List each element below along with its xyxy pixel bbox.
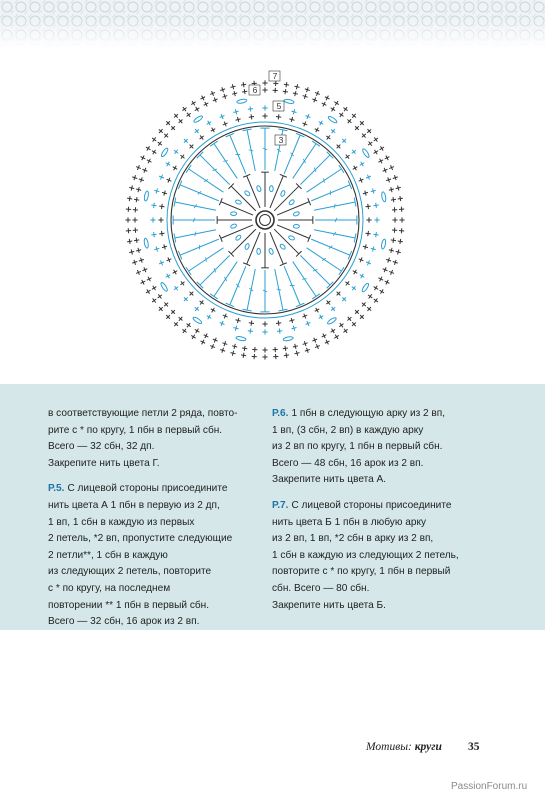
sc-cross bbox=[249, 117, 254, 118]
sc-cross bbox=[131, 185, 132, 190]
stitch-top bbox=[312, 294, 320, 299]
row-marker-label: 6 bbox=[252, 85, 258, 95]
text-line-content: 2 петли**, 1 сбн в каждую bbox=[48, 549, 168, 561]
sc-cross bbox=[242, 348, 247, 349]
text-line bbox=[272, 439, 492, 456]
sc-cross bbox=[248, 109, 253, 110]
text-line bbox=[272, 548, 492, 565]
stitch-top bbox=[339, 267, 344, 275]
chain-loop bbox=[235, 234, 242, 241]
sc-cross bbox=[156, 189, 157, 194]
row-heading: Р.7. bbox=[272, 499, 289, 511]
chain-arc bbox=[327, 115, 337, 124]
sc-cross bbox=[158, 294, 161, 298]
chain-arc bbox=[236, 336, 247, 342]
sc-cross bbox=[400, 196, 401, 201]
footer-section-prefix: Мотивы: bbox=[366, 741, 415, 753]
text-line-content: нить цвета А 1 пбн в первую из 2 дп, bbox=[48, 499, 220, 511]
chain-arc bbox=[327, 317, 337, 326]
running-footer-section bbox=[366, 741, 442, 753]
text-line bbox=[48, 498, 258, 515]
text-line bbox=[272, 498, 492, 515]
chart-symbols bbox=[125, 80, 404, 359]
text-line-content: из 2 вп по кругу, 1 пбн в первый сбн. bbox=[272, 441, 443, 453]
stitch-bar bbox=[195, 232, 196, 237]
text-line bbox=[48, 598, 258, 615]
sc-cross bbox=[369, 294, 372, 298]
row-heading: Р.5. bbox=[48, 483, 65, 495]
sc-cross bbox=[393, 238, 394, 243]
chain-loop bbox=[244, 190, 251, 197]
text-line bbox=[272, 456, 492, 473]
sc-cross bbox=[241, 84, 246, 85]
sc-cross bbox=[339, 113, 343, 116]
sc-cross bbox=[138, 187, 139, 192]
center-ring-inner bbox=[260, 215, 271, 226]
chain-arc bbox=[283, 336, 294, 341]
sc-cross bbox=[294, 86, 299, 87]
sc-cross bbox=[236, 320, 241, 321]
instruction-paragraph bbox=[272, 498, 492, 614]
text-line bbox=[272, 564, 492, 581]
decorative-header-pattern bbox=[0, 0, 545, 48]
sc-cross bbox=[291, 328, 296, 329]
text-line bbox=[272, 423, 492, 440]
chain-loop bbox=[288, 235, 295, 241]
stitch-bar bbox=[324, 178, 325, 183]
sc-cross bbox=[400, 239, 401, 244]
text-line bbox=[272, 515, 492, 532]
chain-loop bbox=[270, 186, 274, 192]
sc-cross bbox=[232, 346, 237, 347]
instruction-paragraph bbox=[48, 406, 258, 472]
sc-cross bbox=[156, 246, 157, 251]
chain-arc bbox=[361, 282, 370, 292]
right-text-column bbox=[272, 406, 492, 623]
sc-cross bbox=[293, 93, 298, 94]
sc-cross bbox=[232, 93, 237, 94]
sc-cross bbox=[365, 191, 366, 196]
chain-loop bbox=[279, 243, 286, 250]
chain-loop bbox=[235, 199, 242, 205]
sc-cross bbox=[138, 248, 139, 253]
sc-cross bbox=[241, 355, 246, 356]
text-line-content: Закрепите нить цвета А. bbox=[272, 474, 387, 486]
chain-arc bbox=[193, 115, 203, 124]
text-line-content: С лицевой стороны присоедините bbox=[67, 483, 228, 495]
chain-loop bbox=[288, 199, 295, 206]
left-text-column bbox=[48, 406, 258, 640]
chain-loop bbox=[280, 190, 286, 197]
sc-cross bbox=[136, 197, 137, 202]
text-line-content: Закрепите нить цвета Б. bbox=[272, 599, 386, 611]
chain-loop bbox=[230, 223, 237, 229]
footer-section-name: круги bbox=[414, 741, 442, 753]
stitch-bar bbox=[334, 204, 335, 209]
sc-cross bbox=[249, 323, 254, 324]
instructions-panel bbox=[0, 384, 545, 630]
chain-arc bbox=[237, 99, 248, 104]
sc-cross bbox=[376, 232, 377, 237]
text-line-content: 1 сбн в каждую из следующих 2 петель, bbox=[272, 549, 459, 561]
chain-arc bbox=[284, 99, 295, 105]
sc-cross bbox=[369, 141, 372, 145]
text-line-content: в соответствующие петли 2 ряда, повто- bbox=[48, 408, 238, 419]
sc-cross bbox=[234, 328, 239, 329]
sc-cross bbox=[236, 119, 241, 120]
text-line bbox=[48, 515, 258, 532]
sc-cross bbox=[284, 355, 289, 356]
text-line-content: 1 вп, (3 сбн, 2 вп) в каждую арку bbox=[272, 424, 424, 436]
sc-cross bbox=[153, 298, 156, 302]
sc-cross bbox=[368, 204, 369, 209]
stitch-top bbox=[339, 165, 344, 173]
sc-cross bbox=[131, 249, 132, 254]
sc-cross bbox=[164, 244, 165, 249]
sc-cross bbox=[373, 246, 374, 251]
instruction-paragraph bbox=[272, 406, 492, 489]
chain-arc bbox=[144, 238, 149, 249]
text-line-content: нить цвета Б 1 пбн в любую арку bbox=[272, 516, 427, 528]
row-marker-label: 7 bbox=[272, 71, 278, 81]
stitch-top bbox=[186, 267, 191, 275]
stitch-top bbox=[210, 141, 218, 146]
text-line bbox=[272, 531, 492, 548]
sc-cross bbox=[162, 204, 163, 209]
text-line bbox=[48, 439, 258, 456]
sc-cross bbox=[393, 197, 394, 202]
sc-cross bbox=[154, 203, 155, 208]
chain-arc bbox=[144, 191, 150, 202]
sc-cross bbox=[158, 141, 161, 145]
sc-cross bbox=[136, 238, 137, 243]
chain-loop bbox=[257, 248, 261, 254]
text-line bbox=[48, 581, 258, 598]
sc-cross bbox=[283, 348, 288, 349]
stitch-top bbox=[210, 294, 218, 299]
text-line bbox=[48, 548, 258, 565]
text-line-content: С лицевой стороны присоедините bbox=[291, 499, 452, 511]
sc-cross bbox=[376, 203, 377, 208]
text-line-content: Всего — 48 сбн, 16 арок из 2 вп. bbox=[272, 457, 424, 469]
sc-cross bbox=[277, 331, 282, 332]
sc-cross bbox=[291, 111, 296, 112]
sc-cross bbox=[283, 91, 288, 92]
sc-cross bbox=[398, 249, 399, 254]
sc-cross bbox=[343, 108, 347, 111]
sc-cross bbox=[289, 320, 294, 321]
chain-arc bbox=[192, 316, 202, 325]
sc-cross bbox=[294, 353, 299, 354]
text-line-content: сбн. Всего — 80 сбн. bbox=[272, 582, 370, 594]
text-line bbox=[272, 598, 492, 615]
text-line bbox=[48, 423, 258, 440]
stitch-bar bbox=[249, 150, 254, 151]
sc-cross bbox=[153, 137, 156, 141]
text-line-content: с * по кругу, на последнем bbox=[48, 582, 171, 594]
text-line bbox=[48, 531, 258, 548]
sc-cross bbox=[365, 244, 366, 249]
row-heading: Р.6. bbox=[272, 408, 289, 419]
chain-loop bbox=[256, 185, 262, 192]
chain-loop bbox=[231, 212, 237, 216]
stitch-bar bbox=[277, 289, 282, 290]
sc-cross bbox=[182, 108, 186, 111]
text-line-content: повторите с * по кругу, 1 пбн в первый bbox=[272, 566, 451, 578]
chain-arc bbox=[160, 147, 169, 157]
stitch-top bbox=[312, 141, 320, 146]
chain-arc bbox=[362, 148, 371, 158]
text-line-content: из следующих 2 петель, повторите bbox=[48, 566, 212, 578]
chain-loop bbox=[244, 243, 250, 250]
sc-cross bbox=[182, 329, 186, 332]
crochet-chart-diagram bbox=[123, 70, 408, 370]
text-line-content: из 2 вп, 1 вп, *2 сбн в арку из 2 вп, bbox=[272, 533, 434, 545]
sc-cross bbox=[374, 298, 377, 302]
text-line-content: 1 пбн в следующую арку из 2 вп, bbox=[291, 408, 446, 419]
stitch-top bbox=[186, 165, 191, 173]
chain-loop bbox=[293, 211, 300, 217]
text-line bbox=[272, 472, 492, 489]
chain-arc bbox=[381, 192, 386, 203]
watermark: PassionForum.ru bbox=[451, 781, 528, 792]
sc-cross bbox=[129, 239, 130, 244]
sc-cross bbox=[276, 117, 281, 118]
text-line-content: Всего — 32 сбн, 16 арок из 2 вп. bbox=[48, 616, 200, 628]
text-line bbox=[48, 481, 258, 498]
row-marker-label: 5 bbox=[276, 101, 282, 111]
chain-arc bbox=[160, 282, 169, 292]
sc-cross bbox=[162, 231, 163, 236]
stitch-bar bbox=[223, 161, 228, 162]
center-ring bbox=[256, 211, 274, 229]
sc-cross bbox=[248, 331, 253, 332]
sc-cross bbox=[186, 113, 190, 116]
text-line-content: Закрепите нить цвета Г. bbox=[48, 457, 160, 469]
sc-cross bbox=[373, 189, 374, 194]
sc-cross bbox=[284, 84, 289, 85]
sc-cross bbox=[154, 232, 155, 237]
stitch-bar bbox=[302, 279, 307, 280]
sc-cross bbox=[293, 346, 298, 347]
sc-cross bbox=[368, 231, 369, 236]
sc-cross bbox=[234, 111, 239, 112]
sc-cross bbox=[276, 323, 281, 324]
text-line-content: Всего — 32 сбн, 32 дп. bbox=[48, 441, 155, 453]
text-line-content: 1 вп, 1 сбн в каждую из первых bbox=[48, 516, 195, 528]
sc-cross bbox=[289, 119, 294, 120]
text-line bbox=[48, 406, 258, 423]
text-line-content: рите с * по кругу, 1 пбн в первый сбн. bbox=[48, 424, 223, 436]
sc-cross bbox=[374, 137, 377, 141]
text-line-content: 2 петель, *2 вп, пропустите следующие bbox=[48, 533, 233, 545]
sc-cross bbox=[343, 329, 347, 332]
text-line bbox=[48, 614, 258, 631]
text-line bbox=[272, 406, 492, 423]
sc-cross bbox=[391, 187, 392, 192]
page-number: 35 bbox=[468, 741, 480, 753]
instruction-paragraph bbox=[48, 481, 258, 630]
text-line bbox=[272, 581, 492, 598]
text-line-content: повторении ** 1 пбн в первый сбн. bbox=[48, 599, 210, 611]
chain-loop bbox=[293, 225, 299, 229]
sc-cross bbox=[186, 324, 190, 327]
sc-cross bbox=[391, 248, 392, 253]
text-line bbox=[48, 564, 258, 581]
chain-arc bbox=[381, 239, 387, 250]
sc-cross bbox=[339, 324, 343, 327]
text-line bbox=[48, 456, 258, 473]
sc-cross bbox=[230, 86, 235, 87]
chain-loop bbox=[268, 248, 274, 255]
sc-cross bbox=[398, 185, 399, 190]
stitch-bar bbox=[206, 257, 207, 262]
sc-cross bbox=[129, 196, 130, 201]
row-marker-label: 3 bbox=[278, 135, 284, 145]
sc-cross bbox=[164, 191, 165, 196]
sc-cross bbox=[242, 91, 247, 92]
sc-cross bbox=[230, 353, 235, 354]
